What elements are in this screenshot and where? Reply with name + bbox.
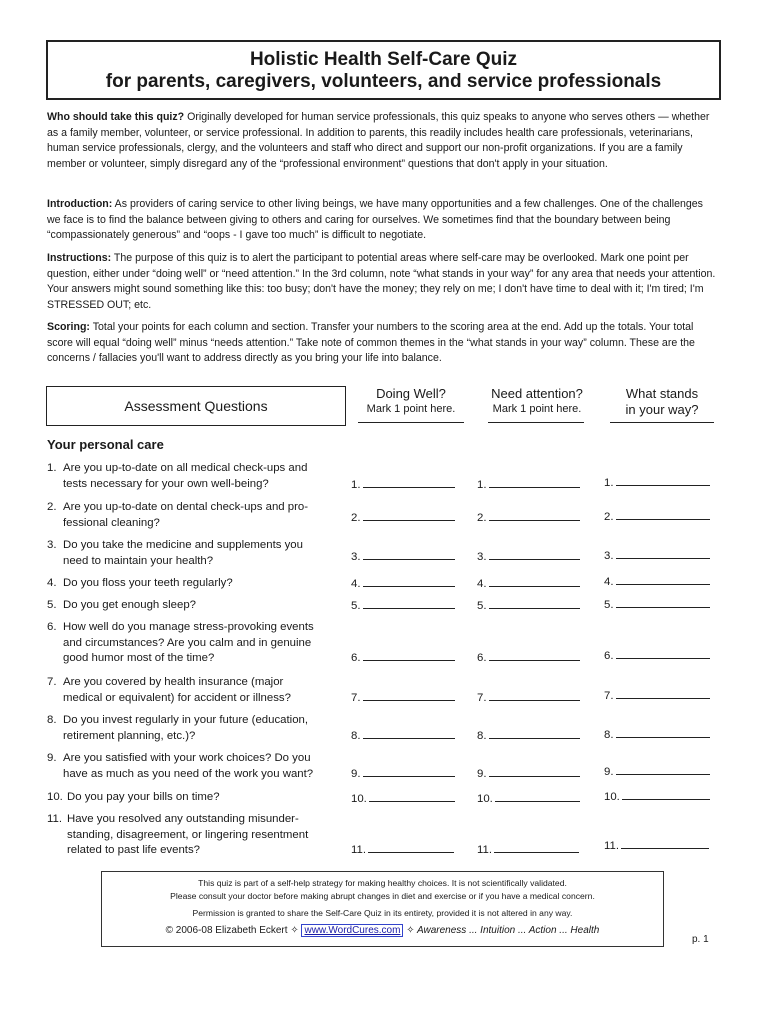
question-item [47,461,347,492]
answer-number: 10. [604,791,620,803]
question-number: 11. [47,813,62,825]
need-attention-blank[interactable] [477,690,580,704]
doing-well-underline [358,422,464,423]
question-text-line2: and circumstances? Are you calm and in genuine [63,636,312,649]
answer-number: 11. [351,844,366,856]
what-stands-underline [610,422,714,423]
need-attention-blank[interactable] [477,576,580,590]
section-title: Your personal care [47,437,164,452]
doing-well-blank[interactable] [351,842,454,856]
answer-line[interactable] [495,791,580,802]
what-stands-line2: in your way? [625,402,699,417]
doing-well-blank[interactable] [351,510,455,524]
answer-line[interactable] [363,576,455,587]
who-text: Originally developed for human service professionals, this quiz speaks to anyone who serves others — whether as a family member, volunteer, or service professional. In addition to parents, this readily includes health care professionals, veterinarians, human service professionals, clergy, and the volunteers and staff who direct and support our non-profit organizations. If you are a family member or volunteer, simply disregard any of the “professional environment” questions that don't apply in your situation. [47,111,710,170]
what-stands-header [610,386,714,423]
question-text-line1: Do you take the medicine and supplements you [63,539,303,551]
answer-line[interactable] [616,509,710,520]
answer-line[interactable] [489,650,580,661]
doing-well-blank[interactable] [351,690,455,704]
need-attention-blank[interactable] [477,842,579,856]
assessment-questions-header [46,386,346,426]
page-title: Holistic Health Self-Care Quiz [249,49,518,70]
what-stands-blank[interactable] [604,688,710,702]
doing-well-blank[interactable] [351,576,455,590]
question-number: 8. [47,714,57,726]
answer-line[interactable] [616,574,710,585]
answer-number: 4. [351,578,361,590]
answer-number: 10. [351,793,367,805]
answer-line[interactable] [616,727,710,738]
answer-line[interactable] [494,842,579,853]
what-stands-blank[interactable] [604,764,710,778]
question-text-line2: medical or equivalent) for accident or illness? [63,691,291,704]
question-number: 4. [47,577,57,589]
doing-well-blank[interactable] [351,791,455,805]
answer-line[interactable] [489,576,580,587]
doing-well-blank[interactable] [351,728,455,742]
answer-line[interactable] [369,791,455,802]
answer-number: 9. [604,766,614,778]
introduction-label: Introduction: [47,198,113,210]
question-text-line2: fessional cleaning? [63,516,160,529]
question-item [47,620,347,667]
what-stands-blank[interactable] [604,648,710,662]
answer-line[interactable] [363,549,455,560]
what-stands-blank[interactable] [604,597,710,611]
what-stands-blank[interactable] [604,574,710,588]
answer-line[interactable] [616,597,710,608]
question-text-line1: Are you up-to-date on all medical check-ups and [63,462,308,474]
question-item [47,500,347,531]
answer-number: 6. [477,652,487,664]
answer-number: 8. [477,730,487,742]
what-stands-blank[interactable] [604,475,710,489]
footer-permission: Permission is granted to share the Self-Care Quiz in its entirety, provided it is not altered in any way. [192,908,573,918]
need-attention-blank[interactable] [477,728,580,742]
answer-line[interactable] [368,842,454,853]
what-stands-blank[interactable] [604,509,710,523]
need-attention-blank[interactable] [477,598,580,612]
question-text-line1: Are you satisfied with your work choices? Do you [63,752,311,764]
need-attention-header [477,386,597,423]
answer-number: 8. [604,729,614,741]
what-stands-blank[interactable] [604,789,710,803]
scoring-label: Scoring: [47,321,90,333]
footer-tagline: ✧ Awareness ... Intuition ... Action ... Health [406,924,600,936]
question-text-line2: retirement planning, etc.)? [63,729,196,742]
answer-line[interactable] [489,766,580,777]
what-stands-line1: What stands [625,386,699,401]
question-item [47,598,347,614]
need-attention-underline [488,422,584,423]
question-item [47,538,347,569]
answer-number: 7. [604,690,614,702]
introduction-paragraph [47,197,717,244]
instructions-label: Instructions: [47,252,112,264]
answer-line[interactable] [489,598,580,609]
answer-line[interactable] [616,688,710,699]
question-item [47,812,347,859]
answer-number: 2. [351,512,361,524]
question-item [47,751,347,782]
answer-number: 11. [477,844,492,856]
footer-credits [102,925,663,938]
question-number: 10. [47,791,63,803]
answer-number: 6. [351,652,361,664]
need-attention-subtitle: Mark 1 point here. [492,403,582,415]
question-number: 5. [47,599,57,611]
question-text-line2: standing, disagreement, or lingering resentment [67,828,309,841]
answer-line[interactable] [489,477,580,488]
question-number: 1. [47,462,57,474]
answer-line[interactable] [489,690,580,701]
doing-well-header [358,386,464,423]
footer-disclaimer-2: Please consult your doctor before making abrupt changes in diet and exercise or if you have a medical concern. [170,890,595,901]
answer-line[interactable] [621,838,709,849]
answer-number: 3. [351,551,361,563]
answer-line[interactable] [616,648,710,659]
answer-number: 6. [604,650,614,662]
question-item [47,790,347,806]
answer-number: 9. [477,768,487,780]
question-number: 9. [47,752,57,764]
answer-number: 5. [351,600,361,612]
answer-line[interactable] [363,510,455,521]
instructions-paragraph [47,251,717,313]
footer-copyright: © 2006-08 Elizabeth Eckert ✧ [165,924,299,936]
need-attention-blank[interactable] [477,510,580,524]
assessment-label: Assessment Questions [124,398,268,414]
need-attention-blank[interactable] [477,477,580,491]
answer-number: 3. [604,550,614,562]
answer-number: 11. [604,840,619,852]
question-text-line1: Are you up-to-date on dental check-ups and pro- [63,501,309,513]
doing-well-blank[interactable] [351,598,455,612]
page-subtitle: for parents, caregivers, volunteers, and service professionals [105,71,662,92]
question-text-line1: How well do you manage stress-provoking events [63,621,314,633]
footer-disclaimer-1: This quiz is part of a self-help strategy for making healthy choices. It is not scientifically validated. [198,878,567,888]
question-text-line1: Do you get enough sleep? [63,599,196,611]
question-text-line3: related to past life events? [67,844,200,857]
page-number: p. 1 [692,934,709,945]
need-attention-title: Need attention? [491,386,583,401]
doing-well-blank[interactable] [351,650,455,664]
answer-number: 1. [477,479,487,491]
what-stands-blank[interactable] [604,727,710,741]
answer-line[interactable] [363,690,455,701]
answer-line[interactable] [616,764,710,775]
answer-number: 9. [351,768,361,780]
introduction-text: As providers of caring service to other living beings, we have many opportunities and a few challenges. One of the challenges we face is to find the balance between giving to others and caring for ourselves. We sometimes find that the boundary between being “compassionately generous” and “oops - I gave too much” is difficult to negotiate. [47,198,703,242]
question-text-line1: Do you floss your teeth regularly? [63,577,233,589]
question-text-line2: need to maintain your health? [63,554,214,567]
question-text-line1: Do you pay your bills on time? [67,791,220,803]
answer-number: 7. [351,692,361,704]
answer-line[interactable] [363,477,455,488]
title-box [46,40,721,100]
answer-number: 5. [604,599,614,611]
question-item [47,675,347,706]
answer-line[interactable] [489,549,580,560]
answer-line[interactable] [616,475,710,486]
answer-number: 2. [477,512,487,524]
answer-number: 7. [477,692,487,704]
who-label: Who should take this quiz? [47,111,185,123]
scoring-text: Total your points for each column and section. Transfer your numbers to the scoring area at the end. Add up the totals. Your total score will equal “doing well” minus “needs attention.” Take note of common themes in the “what stands in your way” column. These are the concerns / fallacies you'll want to address directly as you bring your life into balance. [47,321,695,365]
question-item [47,576,347,592]
answer-number: 4. [477,578,487,590]
question-text-line1: Do you invest regularly in your future (education, [63,714,309,726]
question-number: 2. [47,501,57,513]
need-attention-blank[interactable] [477,650,580,664]
who-paragraph [47,110,717,172]
answer-line[interactable] [363,766,455,777]
doing-well-blank[interactable] [351,766,455,780]
what-stands-blank[interactable] [604,838,709,852]
question-text-line1: Are you covered by health insurance (major [63,676,284,688]
question-number: 7. [47,676,57,688]
answer-line[interactable] [489,510,580,521]
answer-line[interactable] [616,548,710,559]
question-text-line1: Have you resolved any outstanding misunder- [67,813,299,825]
need-attention-blank[interactable] [477,791,580,805]
question-number: 3. [47,539,57,551]
answer-line[interactable] [489,728,580,739]
doing-well-title: Doing Well? [376,386,446,401]
answer-line[interactable] [622,789,710,800]
answer-number: 1. [604,477,614,489]
answer-line[interactable] [363,598,455,609]
answer-number: 5. [477,600,487,612]
footer-box [101,871,664,947]
answer-number: 3. [477,551,487,563]
answer-number: 4. [604,576,614,588]
need-attention-blank[interactable] [477,766,580,780]
answer-number: 2. [604,511,614,523]
doing-well-subtitle: Mark 1 point here. [366,403,456,415]
answer-line[interactable] [363,650,455,661]
doing-well-blank[interactable] [351,549,455,563]
answer-number: 1. [351,479,361,491]
need-attention-blank[interactable] [477,549,580,563]
what-stands-blank[interactable] [604,548,710,562]
wordcures-link[interactable]: www.WordCures.com [301,924,403,937]
question-item [47,713,347,744]
question-text-line2: tests necessary for your own well-being? [63,477,269,490]
answer-number: 8. [351,730,361,742]
scoring-paragraph [47,320,717,367]
question-number: 6. [47,621,57,633]
question-text-line2: have as much as you need of the work you want? [63,767,314,780]
doing-well-blank[interactable] [351,477,455,491]
answer-number: 10. [477,793,493,805]
answer-line[interactable] [363,728,455,739]
instructions-text: The purpose of this quiz is to alert the participant to potential areas where self-care may be overlooked. Mark one point per question, either under “doing well” or “need attention.” In the 3rd column, note “what stands in your way” for any area that needs your attention. Your answers might sound something like this: too busy; don't have the money; they rely on me; I don't have time to deal with it; I'm tired; I'm STRESSED OUT; etc. [47,252,716,311]
question-text-line3: good humor most of the time? [63,652,215,665]
